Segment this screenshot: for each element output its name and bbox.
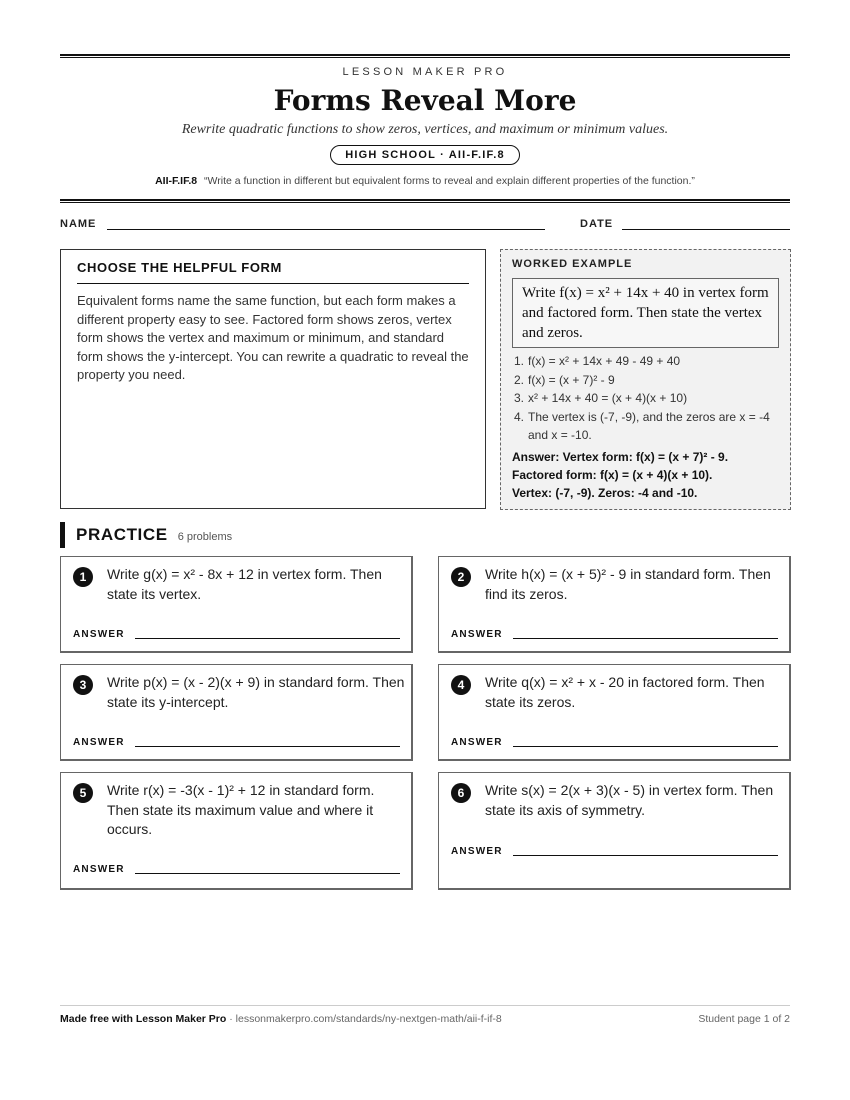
answer-line[interactable]	[513, 855, 778, 856]
example-step: 1. f(x) = x² + 14x + 49 - 49 + 40	[513, 354, 681, 368]
problem-card-4	[438, 664, 791, 761]
footer-credit	[60, 1013, 502, 1025]
problem-card-1	[60, 556, 413, 653]
date-field[interactable]	[622, 229, 790, 230]
practice-count: 6 problems	[177, 530, 233, 543]
brand-label: LESSON MAKER PRO	[342, 66, 508, 78]
standard-code: AII-F.IF.8	[155, 175, 198, 187]
problem-card-6	[438, 772, 791, 890]
practice-title: PRACTICE	[76, 525, 168, 544]
problem-number: 4	[451, 675, 471, 695]
problem-number: 6	[451, 783, 471, 803]
footer-made-with: Made free with Lesson Maker Pro	[60, 1013, 227, 1025]
worked-example-steps	[512, 352, 779, 445]
name-label: NAME	[60, 218, 97, 230]
standard-statement	[0, 175, 850, 187]
grade-standard-badge: HIGH SCHOOL · AII-F.IF.8	[330, 145, 520, 165]
worked-example-answer: Answer: Vertex form: f(x) = (x + 7)² - 9. Factored form: f(x) = (x + 4)(x + 10). Vertex: (-7, -9). Zeros: -4 and -10.	[512, 449, 729, 500]
concept-box	[60, 249, 486, 509]
badge-wrap	[0, 145, 850, 165]
footer-page-number: Student page 1 of 2	[698, 1013, 790, 1025]
answer-label: ANSWER	[451, 629, 503, 640]
answer-line[interactable]	[513, 638, 778, 639]
footer-rule	[60, 1005, 790, 1006]
problem-number: 1	[73, 567, 93, 587]
answer-label: ANSWER	[451, 737, 503, 748]
footer-url[interactable]: · lessonmakerpro.com/standards/ny-nextgen-math/aii-f-if-8	[226, 1013, 502, 1025]
problem-number: 3	[73, 675, 93, 695]
answer-line[interactable]	[135, 873, 400, 874]
page-title: Forms Reveal More	[273, 84, 577, 117]
name-date-row	[60, 218, 790, 232]
problem-text: Write s(x) = 2(x + 3)(x - 5) in vertex form. Then state its axis of symmetry.	[485, 782, 774, 818]
concept-heading: CHOOSE THE HELPFUL FORM	[77, 260, 469, 284]
problem-number: 5	[73, 783, 93, 803]
header-bottom-rule	[60, 199, 790, 203]
concept-body: Equivalent forms name the same function, but each form makes a different property easy to see. Factored form shows zeros, vertex form shows the vertex and maximum or minimum, and standard form shows the y-intercept. You can rewrite a quadratic to reveal the property you need.	[77, 293, 469, 382]
top-rule	[60, 54, 790, 58]
problem-card-3	[60, 664, 413, 761]
example-step: 4. The vertex is (-7, -9), and the zeros are x = -4 and x = -10.	[513, 409, 770, 442]
answer-line[interactable]	[135, 638, 400, 639]
problem-card-2	[438, 556, 791, 653]
answer-label: ANSWER	[73, 629, 125, 640]
problem-number: 2	[451, 567, 471, 587]
worked-example-prompt: Write f(x) = x² + 14x + 40 in vertex form and factored form. Then state the vertex and zeros.	[512, 278, 779, 348]
name-field[interactable]	[107, 229, 545, 230]
practice-heading	[60, 522, 232, 548]
answer-label: ANSWER	[73, 864, 125, 875]
worked-example-label: WORKED EXAMPLE	[512, 258, 633, 270]
example-step: 2. f(x) = (x + 7)² - 9	[513, 372, 615, 387]
answer-label: ANSWER	[451, 846, 503, 857]
problem-card-5	[60, 772, 413, 890]
problem-text: Write p(x) = (x - 2)(x + 9) in standard form. Then state its y-intercept.	[107, 674, 405, 710]
standard-text: “Write a function in different but equivalent forms to reveal and explain different properties of the function.”	[204, 175, 695, 187]
problem-text: Write g(x) = x² - 8x + 12 in vertex form. Then state its vertex.	[107, 566, 382, 602]
example-step: 3. x² + 14x + 40 = (x + 4)(x + 10)	[513, 391, 688, 405]
problem-text: Write q(x) = x² + x - 20 in factored form. Then state its zeros.	[485, 674, 765, 710]
date-label: DATE	[580, 218, 614, 230]
answer-label: ANSWER	[73, 737, 125, 748]
answer-line[interactable]	[135, 746, 400, 747]
problem-text: Write h(x) = (x + 5)² - 9 in standard form. Then find its zeros.	[485, 566, 771, 602]
answer-line[interactable]	[513, 746, 778, 747]
problem-text: Write r(x) = -3(x - 1)² + 12 in standard form. Then state its maximum value and where it occurs.	[107, 782, 375, 837]
page-subtitle: Rewrite quadratic functions to show zeros, vertices, and maximum or minimum values.	[181, 122, 669, 137]
worked-example-box	[500, 249, 791, 510]
